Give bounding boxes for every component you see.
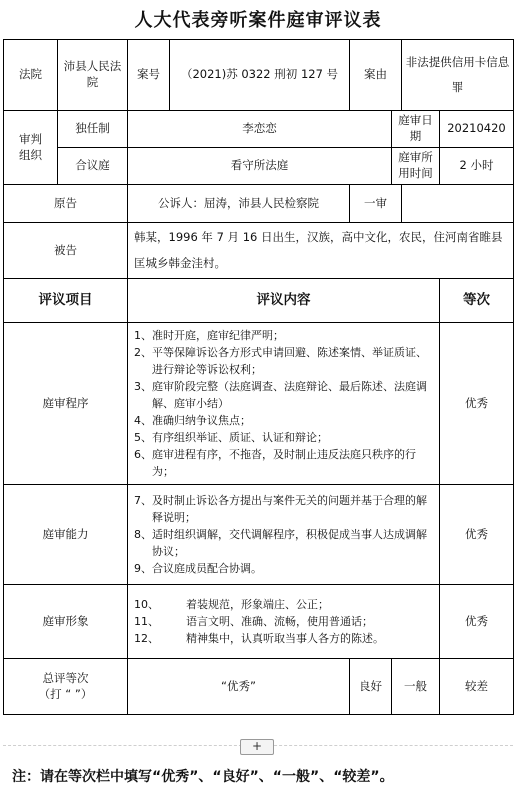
header-content: 评议内容 [128,279,440,323]
criterion-text: 着装规范，形象端庄、公正； [186,598,329,612]
add-row-button[interactable]: + [240,739,274,755]
criterion-text: 平等保障诉讼各方形式申请回避、陈述案情、举证质证、进行辩论等诉讼权利； [152,346,427,377]
collegial-label: 合议庭 [58,148,128,185]
court-label: 法院 [4,40,58,111]
section-name: 庭审程序 [4,323,128,485]
section-name: 庭审能力 [4,485,128,585]
criterion-number: 9、 [134,562,152,576]
overall-option-poor[interactable]: 较差 [440,659,514,715]
collegial-row [4,148,514,185]
plaintiff-label: 原告 [4,185,128,223]
criterion [134,344,433,378]
criterion-number: 3、 [134,380,152,394]
overall-row [4,659,514,715]
case-no-label: 案号 [128,40,170,111]
criteria-list [128,585,440,659]
criterion-number: 11、 [134,615,159,629]
plaintiff-value[interactable]: 公诉人：屈涛，沛县人民检察院 [128,185,350,223]
section-row [4,485,514,585]
criterion-number: 5、 [134,431,152,445]
evaluation-table [3,39,514,715]
criterion-number: 8、 [134,528,152,542]
section-row [4,323,514,485]
criterion [134,446,433,480]
criterion-text: 准时开庭，庭审纪律严明； [152,329,284,342]
court-value[interactable]: 沛县人民法院 [58,40,128,111]
criterion-text: 精神集中，认真听取当事人各方的陈述。 [186,632,384,646]
criterion-text: 准确归纳争议焦点； [152,414,251,428]
criterion-number: 10、 [134,598,159,612]
trial-stage[interactable]: 一审 [350,185,402,223]
defendant-value[interactable]: 韩某，1996 年 7 月 16 日出生，汉族，高中文化，农民，住河南省睢县匡城乡韩金洼村。 [128,223,514,279]
trial-org-label: 审判组织 [4,111,58,185]
criterion-text: 庭审进程有序，不拖沓，及时制止违反法庭只秩序的行为； [152,448,416,479]
section-row [4,585,514,659]
cause-label: 案由 [350,40,402,111]
case-info-row [4,40,514,111]
footnote: 注：请在等次栏中填写“优秀”、“良好”、“一般”、“较差”。 [12,769,394,785]
criterion [134,429,433,446]
criterion-text: 合议庭成员配合协调。 [152,562,262,576]
criterion-text: 语言文明、准确、流畅，使用普通话； [186,615,373,629]
criterion [134,492,433,526]
criterion-number: 12、 [134,632,159,646]
criterion-text: 及时制止诉讼各方提出与案件无关的问题并基于合理的解释说明； [152,494,427,525]
criterion-number: 6、 [134,448,152,462]
criterion [134,378,433,412]
sole-judge-row [4,111,514,148]
form-title: 人大代表旁听案件庭审评议表 [134,10,382,31]
criterion-number: 4、 [134,414,152,428]
criterion [134,412,433,429]
trial-date-value[interactable]: 20210420 [440,111,514,148]
section-grade[interactable]: 优秀 [440,585,514,659]
criterion-text: 庭审阶段完整（法庭调查、法庭辩论、最后陈述、法庭调解、庭审小结） [152,380,427,411]
criterion-number: 1、 [134,329,152,342]
overall-label-line1: 总评等次 [42,671,89,686]
collegial-value[interactable]: 看守所法庭 [128,148,392,185]
criterion-text: 适时组织调解，交代调解程序，积极促成当事人达成调解协议； [152,528,427,559]
section-grade[interactable]: 优秀 [440,323,514,485]
sole-judge-value[interactable]: 李恋恋 [128,111,392,148]
duration-label: 庭审所用时间 [392,148,440,185]
criteria-header-row [4,279,514,323]
criterion [134,560,433,577]
criterion-text: 有序组织举证、质证、认证和辩论； [152,431,328,445]
criterion-number: 2、 [134,346,152,360]
section-name: 庭审形象 [4,585,128,659]
overall-label-line2: （打 “ ”） [38,686,93,701]
header-grade: 等次 [440,279,514,323]
overall-option-fair[interactable]: 一般 [392,659,440,715]
section-grade[interactable]: 优秀 [440,485,514,585]
plaintiff-row [4,185,514,223]
criterion [134,526,433,560]
duration-value[interactable]: 2 小时 [440,148,514,185]
criteria-list [128,323,440,485]
cause-value[interactable]: 非法提供信用卡信息罪 [402,40,514,111]
criterion [134,327,433,344]
overall-option-excellent[interactable]: “优秀” [128,659,350,715]
overall-option-good[interactable]: 良好 [350,659,392,715]
overall-label [4,659,128,715]
criterion [134,613,433,630]
defendant-row [4,223,514,279]
plaintiff-blank[interactable] [402,185,514,223]
criterion [134,630,433,647]
criteria-list [128,485,440,585]
criterion-number: 7、 [134,494,152,508]
trial-date-label: 庭审日期 [392,111,440,148]
sole-judge-label: 独任制 [58,111,128,148]
criterion [134,596,433,613]
header-item: 评议项目 [4,279,128,323]
case-no-value[interactable]: （2021)苏 0322 刑初 127 号 [170,40,350,111]
defendant-label: 被告 [4,223,128,279]
